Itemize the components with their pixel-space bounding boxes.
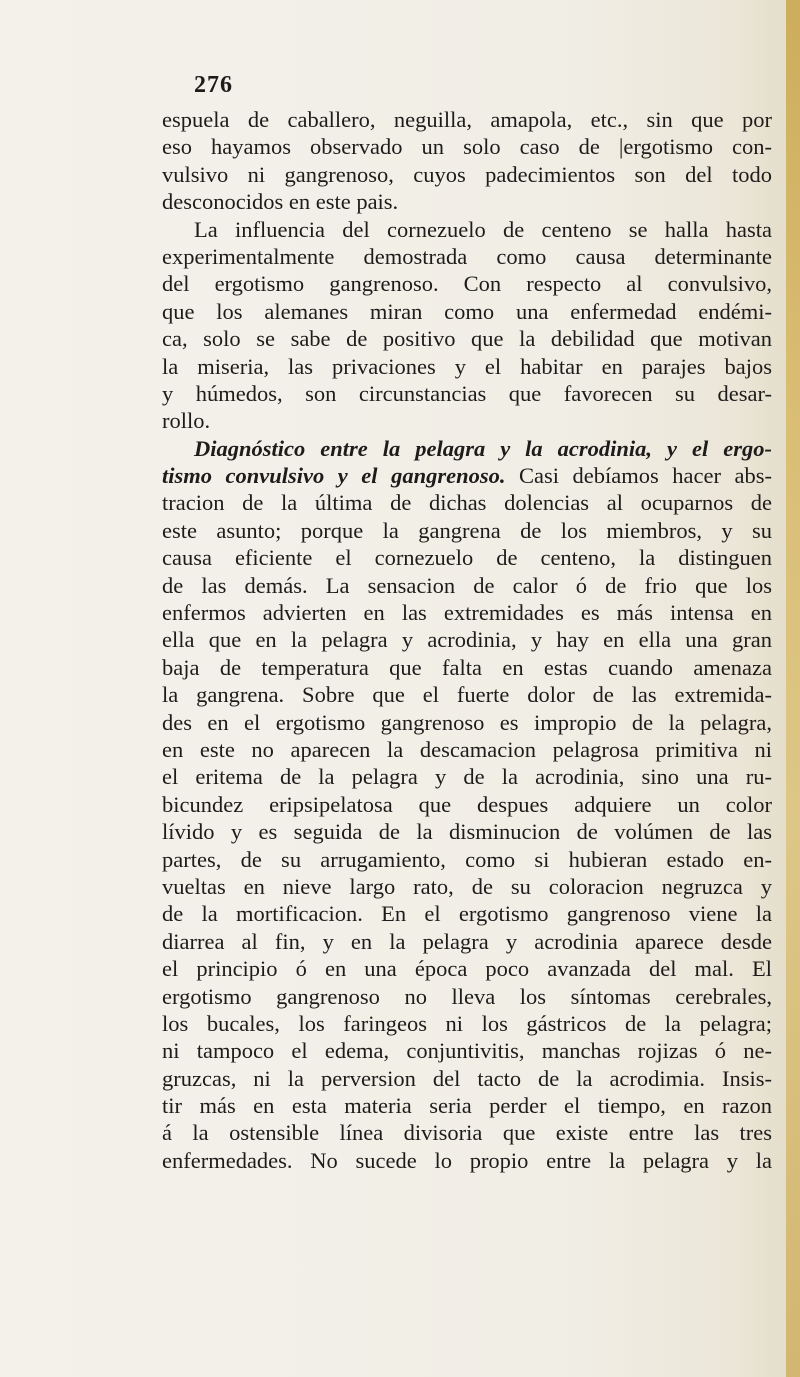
text-line: el principio ó en una época poco avanzada del mal. El [162,956,772,982]
text-line: gruzcas, ni la perversion del tacto de la acrodimia. Insis- [162,1065,772,1091]
page-number: 276 [194,72,233,98]
text-line: ca, solo se sabe de positivo que la debilidad que motivan [162,326,772,352]
text-line: partes, de su arrugamiento, como si hubieran estado en- [162,846,772,872]
text-line: enfermedades. No sucede lo propio entre la pelagra y la [162,1147,772,1173]
page-edge [786,0,800,1377]
text-line: la miseria, las privaciones y el habitar en parajes bajos [162,353,772,379]
section-heading: Diagnóstico entre la pelagra y la acrodinia, y el ergo- [194,435,772,461]
text-line: vulsivo ni gangrenoso, cuyos padecimientos son del todo [162,161,772,187]
text-line: ella que en la pelagra y acrodinia, y hay en ella una gran [162,627,772,653]
text-line: rollo. [162,408,211,434]
text-line: des en el ergotismo gangrenoso es impropio de la pelagra, [162,709,772,735]
text-line: de la mortificacion. En el ergotismo gangrenoso viene la [162,901,772,927]
text-line: la gangrena. Sobre que el fuerte dolor de las extremida- [162,682,772,708]
text-line: del ergotismo gangrenoso. Con respecto al convulsivo, [162,271,772,297]
text-line: los bucales, los faringeos ni los gástricos de la pelagra; [162,1010,772,1036]
text-line: bicundez eripsipelatosa que despues adquiere un color [162,791,772,817]
section-heading: tismo convulsivo y el gangrenoso. [162,463,506,489]
text-line: experimentalmente demostrada como causa determinante [162,243,772,269]
text-line: enfermos advierten en las extremidades es más intensa en [162,600,772,626]
text-line: causa eficiente el cornezuelo de centeno, la distinguen [162,545,772,571]
text-line: el eritema de la pelagra y de la acrodinia, sino una ru- [162,764,772,790]
text-line: ergotismo gangrenoso no lleva los síntomas cerebrales, [162,983,772,1009]
text-line: baja de temperatura que falta en estas cuando amenaza [162,654,772,680]
section-heading-line [162,435,772,462]
text-line: espuela de caballero, neguilla, amapola, etc., sin que por [162,107,772,132]
text-line: en este no aparecen la descamacion pelagrosa primitiva ni [162,736,772,762]
text-line: tracion de la última de dichas dolencias al ocuparnos de [162,490,772,516]
text-line: La influencia del cornezuelo de centeno se halla hasta [194,216,772,242]
text-line: y húmedos, son circunstancias que favorecen su desar- [162,380,772,406]
text-line: diarrea al fin, y en la pelagra y acrodinia aparece desde [162,928,772,954]
text-line: este asunto; porque la gangrena de los miembros, y su [162,517,772,543]
text-line: á la ostensible línea divisoria que existe entre las tres [162,1120,772,1146]
text-line: eso hayamos observado un solo caso de |ergotismo con- [162,134,772,160]
text-line: lívido y es seguida de la disminucion de volúmen de las [162,819,772,845]
section-heading-line [162,462,772,489]
text-line: vueltas en nieve largo rato, de su coloracion negruzca y [162,873,772,899]
text-line: que los alemanes miran como una enfermedad endémi- [162,298,772,324]
text-line: tir más en esta materia seria perder el tiempo, en razon [162,1093,772,1119]
text-line: desconocidos en este pais. [162,189,399,215]
text-line: de las demás. La sensacion de calor ó de frio que los [162,572,772,598]
text-run: Casi debíamos hacer abs- [505,463,772,489]
body-text [162,106,772,1174]
text-line: ni tampoco el edema, conjuntivitis, manchas rojizas ó ne- [162,1038,772,1064]
